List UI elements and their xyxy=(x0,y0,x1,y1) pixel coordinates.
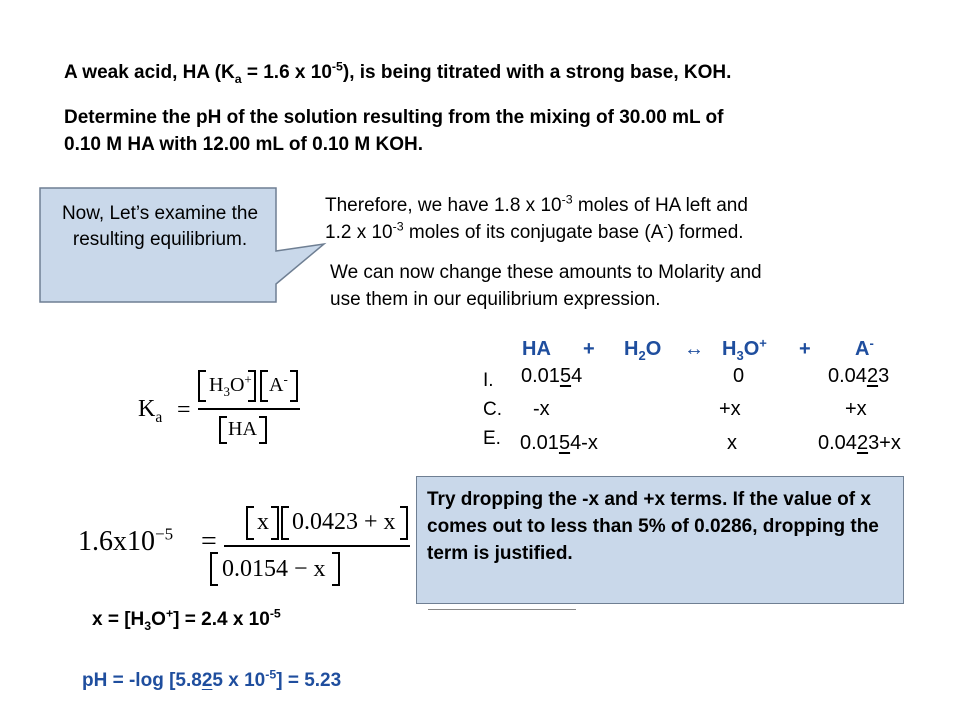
ka-symbol xyxy=(138,396,163,426)
text: 0.04 xyxy=(818,432,857,454)
problem-text: ), is being titrated with a strong base, KOH. xyxy=(342,62,732,83)
sig-fig-digit: 2 xyxy=(866,365,879,387)
text: H xyxy=(209,374,224,396)
ice-change-a: +x xyxy=(845,398,867,420)
ice-row-label-equilibrium: E. xyxy=(483,428,501,449)
fraction-bar xyxy=(198,408,300,410)
text: H xyxy=(624,338,639,360)
bracket-right xyxy=(248,370,256,402)
text: Therefore, we have 1.8 x 10 xyxy=(325,195,562,216)
ice-header-h3o xyxy=(722,335,767,363)
problem-line-1 xyxy=(64,59,732,86)
ice-row-label-initial: I. xyxy=(483,370,494,391)
charge: + xyxy=(759,335,767,351)
callout-text: Now, Let’s examine the resulting equilibrium. xyxy=(61,203,259,250)
bracket-right xyxy=(259,416,267,444)
text: 0.01 xyxy=(521,365,560,387)
text: 3+x xyxy=(868,432,901,454)
ka-numerator-h3o xyxy=(209,371,252,399)
exponent: -3 xyxy=(392,219,404,234)
ice-equilibrium-ha xyxy=(520,432,598,455)
subscript: a xyxy=(155,408,163,426)
ice-header-h2o xyxy=(624,338,661,361)
ice-header-plus: + xyxy=(799,338,811,360)
charge: - xyxy=(663,219,668,234)
sig-fig-digit: 5 xyxy=(559,365,572,387)
text: 5 x 10 xyxy=(212,670,266,691)
text: 1.2 x 10 xyxy=(325,222,393,243)
bracket-left xyxy=(210,552,218,586)
text: O xyxy=(743,338,760,360)
exponent: -5 xyxy=(269,606,281,621)
subscript: 3 xyxy=(736,348,744,363)
bracket-right xyxy=(400,506,408,540)
substituted-denominator: 0.0154 − x xyxy=(222,556,326,582)
text: 1.6x10 xyxy=(78,526,155,557)
note-text: Try dropping the -x and +x terms. If the value of x comes out to less than 5% of 0.0286, dropping the term is justified. xyxy=(427,489,879,564)
moles-statement xyxy=(325,192,748,246)
bracket-left xyxy=(246,506,254,540)
ice-row-label-change: C. xyxy=(483,399,502,420)
problem-text: = 1.6 x 10 xyxy=(241,62,332,83)
ice-initial-a xyxy=(828,365,889,388)
molarity-line: use them in our equilibrium expression. xyxy=(330,289,661,310)
ka-equals: = xyxy=(177,397,191,423)
ph-result xyxy=(82,667,342,692)
problem-question-line: 0.10 M HA with 12.00 mL of 0.10 M KOH. xyxy=(64,134,423,155)
ice-equilibrium-h3o: x xyxy=(727,432,737,454)
ice-equilibrium-a xyxy=(818,432,901,455)
x-result xyxy=(92,606,281,633)
exponent: -5 xyxy=(331,59,343,74)
ka-numerator-a xyxy=(269,371,288,397)
text: 4 xyxy=(571,365,583,387)
ice-change-h3o: +x xyxy=(719,398,741,420)
text: 0.04 xyxy=(828,365,867,387)
exponent: -3 xyxy=(561,192,573,207)
bracket-left xyxy=(281,506,289,540)
substituted-numerator-base: 0.0423 + x xyxy=(292,509,396,535)
text: 0.01 xyxy=(520,432,559,454)
ice-initial-h3o: 0 xyxy=(733,365,745,387)
sig-fig-digit: 2 xyxy=(856,432,869,454)
subscript: 3 xyxy=(144,618,152,633)
ice-header-arrow: ↔ xyxy=(684,338,704,360)
molarity-statement xyxy=(330,259,762,313)
exponent: −5 xyxy=(155,524,174,544)
molarity-line: We can now change these amounts to Molarity and xyxy=(330,262,762,283)
ice-initial-ha xyxy=(521,365,582,388)
moles-line-1 xyxy=(325,192,748,219)
ka-subscript: a xyxy=(234,71,242,86)
charge: + xyxy=(244,371,252,387)
text: ] = 5.23 xyxy=(276,670,342,691)
problem-question xyxy=(64,104,924,158)
bracket-left xyxy=(198,370,206,402)
text: moles of HA left and xyxy=(572,195,748,216)
subscript: 2 xyxy=(638,348,646,363)
text: H xyxy=(722,338,737,360)
bracket-left xyxy=(260,370,268,402)
exponent: -5 xyxy=(265,667,277,682)
text: O xyxy=(151,609,166,630)
problem-question-line: Determine the pH of the solution resulting from the mixing of 30.00 mL of xyxy=(64,107,724,128)
ice-change-ha: -x xyxy=(533,398,550,420)
ice-header-a xyxy=(855,335,874,361)
bracket-right xyxy=(271,506,279,540)
text: A xyxy=(855,338,870,360)
ka-denominator: HA xyxy=(228,418,257,440)
ice-header-ha: HA xyxy=(522,338,551,360)
bracket-right xyxy=(332,552,340,586)
text: ] = 2.4 x 10 xyxy=(173,609,270,630)
problem-text: A weak acid, HA (K xyxy=(64,62,235,83)
fraction-bar xyxy=(224,545,410,547)
text: 4-x xyxy=(570,432,598,454)
text: moles of its conjugate base (A xyxy=(403,222,664,243)
ice-header-plus: + xyxy=(583,338,595,360)
charge: - xyxy=(283,371,288,387)
sig-fig-digit: 5 xyxy=(558,432,571,454)
text: O xyxy=(645,338,662,360)
text: O xyxy=(229,374,245,396)
bracket-right xyxy=(290,370,298,402)
charge: - xyxy=(869,335,874,351)
text: K xyxy=(138,396,156,422)
text: x = [H xyxy=(92,609,145,630)
text: ) formed. xyxy=(667,222,744,243)
subscript: 3 xyxy=(223,384,230,399)
charge: + xyxy=(165,606,174,621)
text: 3 xyxy=(878,365,890,387)
substituted-numerator-x: x xyxy=(257,509,269,535)
bracket-left xyxy=(219,416,227,444)
text: pH = -log [5.8 xyxy=(82,670,202,691)
substituted-lhs xyxy=(78,526,173,558)
substituted-equals: = xyxy=(201,526,217,557)
sig-fig-digit: 2 xyxy=(201,670,213,691)
moles-line-2 xyxy=(325,219,748,246)
text: A xyxy=(269,374,284,396)
divider xyxy=(428,609,576,610)
